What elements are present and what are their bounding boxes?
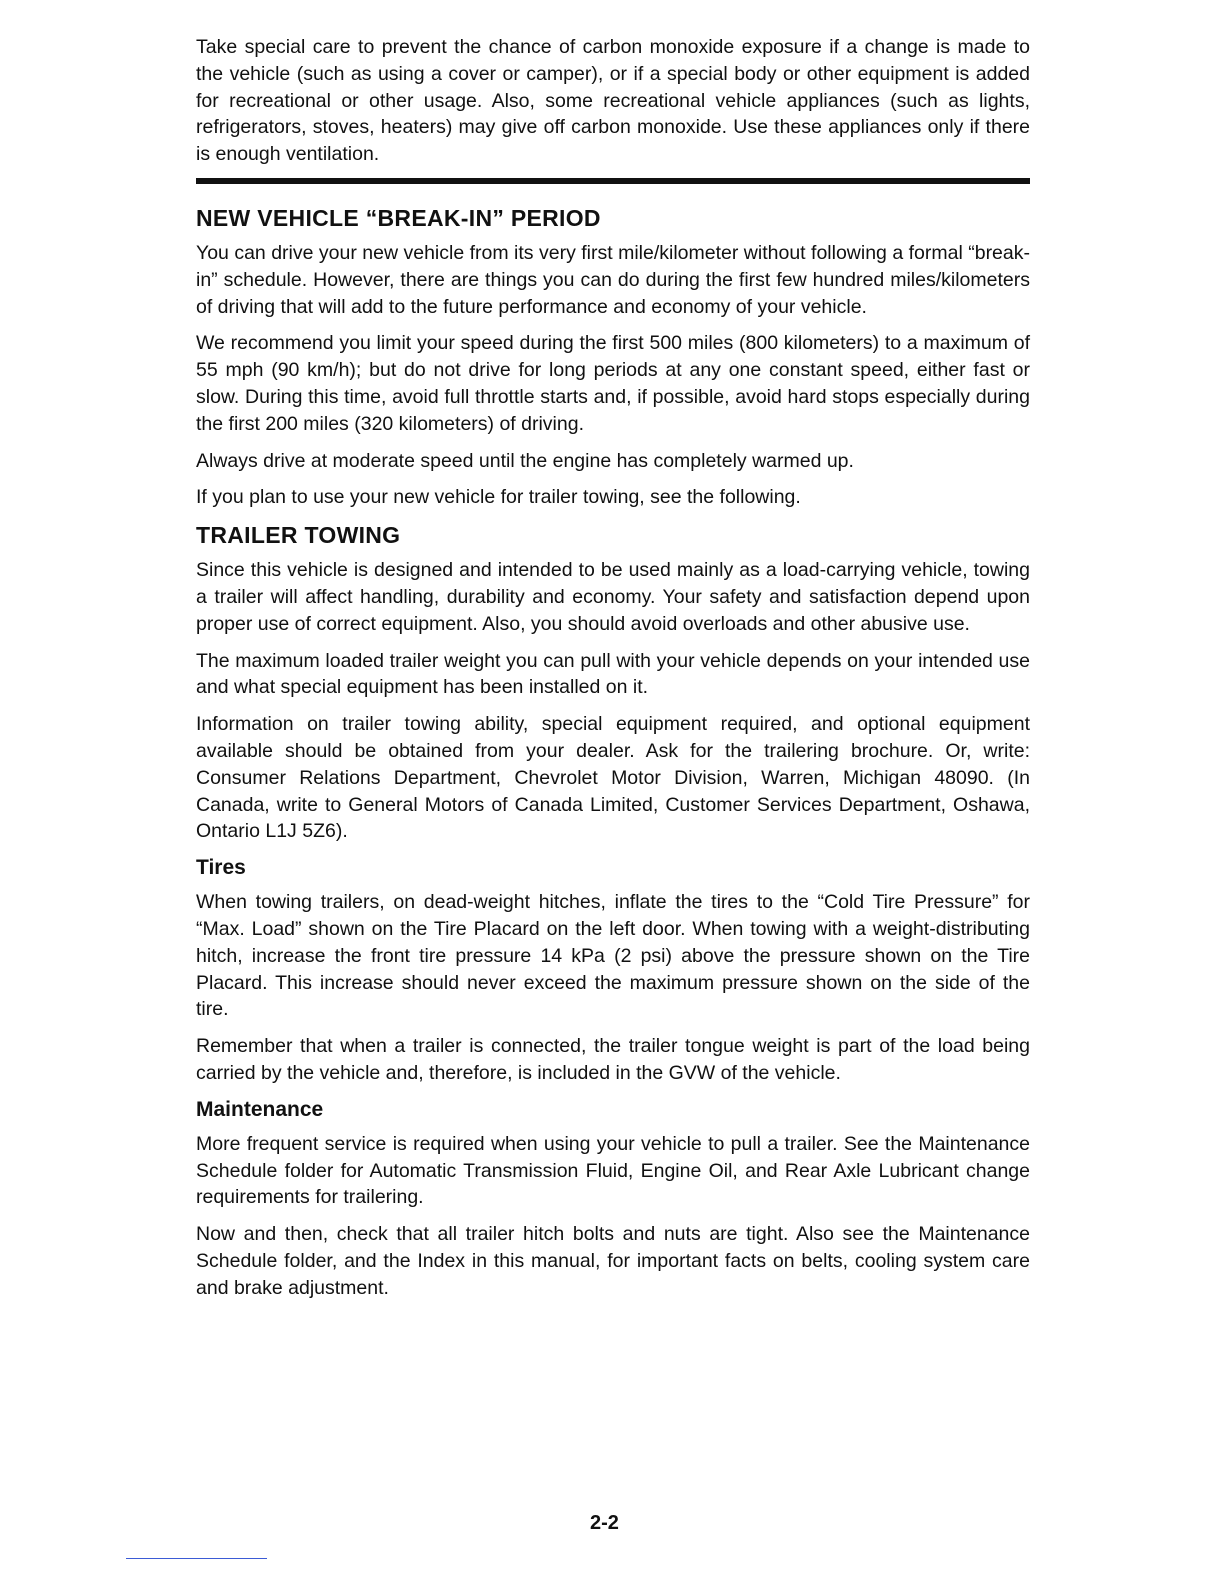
page-number: 2-2: [590, 1512, 619, 1534]
tires-heading: Tires: [196, 856, 246, 880]
manual-page: [196, 34, 1030, 1311]
break-in-paragraph-1: You can drive your new vehicle from its very first mile/kilometer without following a formal “break-in” schedule. However, there are things you can do during the first few hundred miles/kilometers of driving that will add to the future performance and economy of your vehicle.: [196, 241, 1030, 318]
break-in-paragraph-3: Always drive at moderate speed until the engine has completely warmed up.: [196, 449, 854, 472]
break-in-heading: NEW VEHICLE “BREAK-IN” PERIOD: [196, 204, 601, 231]
maintenance-heading: Maintenance: [196, 1097, 324, 1121]
footer-line: [126, 1558, 267, 1559]
break-in-paragraph-2: We recommend you limit your speed during the first 500 miles (800 kilometers) to a maximum of 55 mph (90 km/h); but do not drive for long periods at any one constant speed, either fast or slow. During this time, avoid full throttle starts and, if possible, avoid hard stops especially during the first 200 miles (320 kilometers) of driving.: [196, 332, 1030, 435]
tires-paragraph-2: Remember that when a trailer is connected, the trailer tongue weight is part of the load being carried by the vehicle and, therefore, is included in the GVW of the vehicle.: [196, 1035, 1030, 1084]
trailer-paragraph-1: Since this vehicle is designed and intended to be used mainly as a load-carrying vehicle, towing a trailer will affect handling, durability and economy. Your safety and satisfaction depend upon proper use of correct equipment. Also, you should avoid overloads and other abusive use.: [196, 559, 1030, 635]
trailer-towing-heading: TRAILER TOWING: [196, 522, 401, 549]
trailer-paragraph-2: The maximum loaded trailer weight you can pull with your vehicle depends on your intended use and what special equipment has been installed on it.: [196, 649, 1030, 699]
section-divider: [196, 178, 1030, 184]
break-in-paragraph-4: If you plan to use your new vehicle for trailer towing, see the following.: [196, 486, 801, 509]
maintenance-paragraph-2: Now and then, check that all trailer hitch bolts and nuts are tight. Also see the Maintenance Schedule folder, and the Index in this manual, for important facts on belts, cooling system care and brake adjustment.: [196, 1223, 1030, 1299]
maintenance-paragraph-1: More frequent service is required when using your vehicle to pull a trailer. See the Maintenance Schedule folder for Automatic Transmission Fluid, Engine Oil, and Rear Axle Lubricant change requirements for trailering.: [196, 1132, 1030, 1209]
intro-paragraph: Take special care to prevent the chance of carbon monoxide exposure if a change is made to the vehicle (such as using a cover or camper), or if a special body or other equipment is added for recreational or other usage. Also, some recreational vehicle appliances (such as lights, refrigerators, stoves, heaters) may give off carbon monoxide. Use these appliances only if there is enough ventilation.: [196, 36, 1030, 166]
trailer-paragraph-3: Information on trailer towing ability, special equipment required, and optional equipment available should be obtained from your dealer. Ask for the trailering brochure. Or, write: Consumer Relations Department, Chevrolet Motor Division, Warren, Michigan 48090. (In Canada, write to General Motors of Canada Limited, Customer Services Department, Oshawa, Ontario L1J 5Z6).: [196, 713, 1030, 843]
tires-paragraph-1: When towing trailers, on dead-weight hitches, inflate the tires to the “Cold Tire Pressure” for “Max. Load” shown on the Tire Placard on the left door. When towing with a weight-distributing hitch, increase the front tire pressure 14 kPa (2 psi) above the pressure shown on the Tire Placard. This increase should never exceed the maximum pressure shown on the side of the tire.: [196, 891, 1030, 1021]
